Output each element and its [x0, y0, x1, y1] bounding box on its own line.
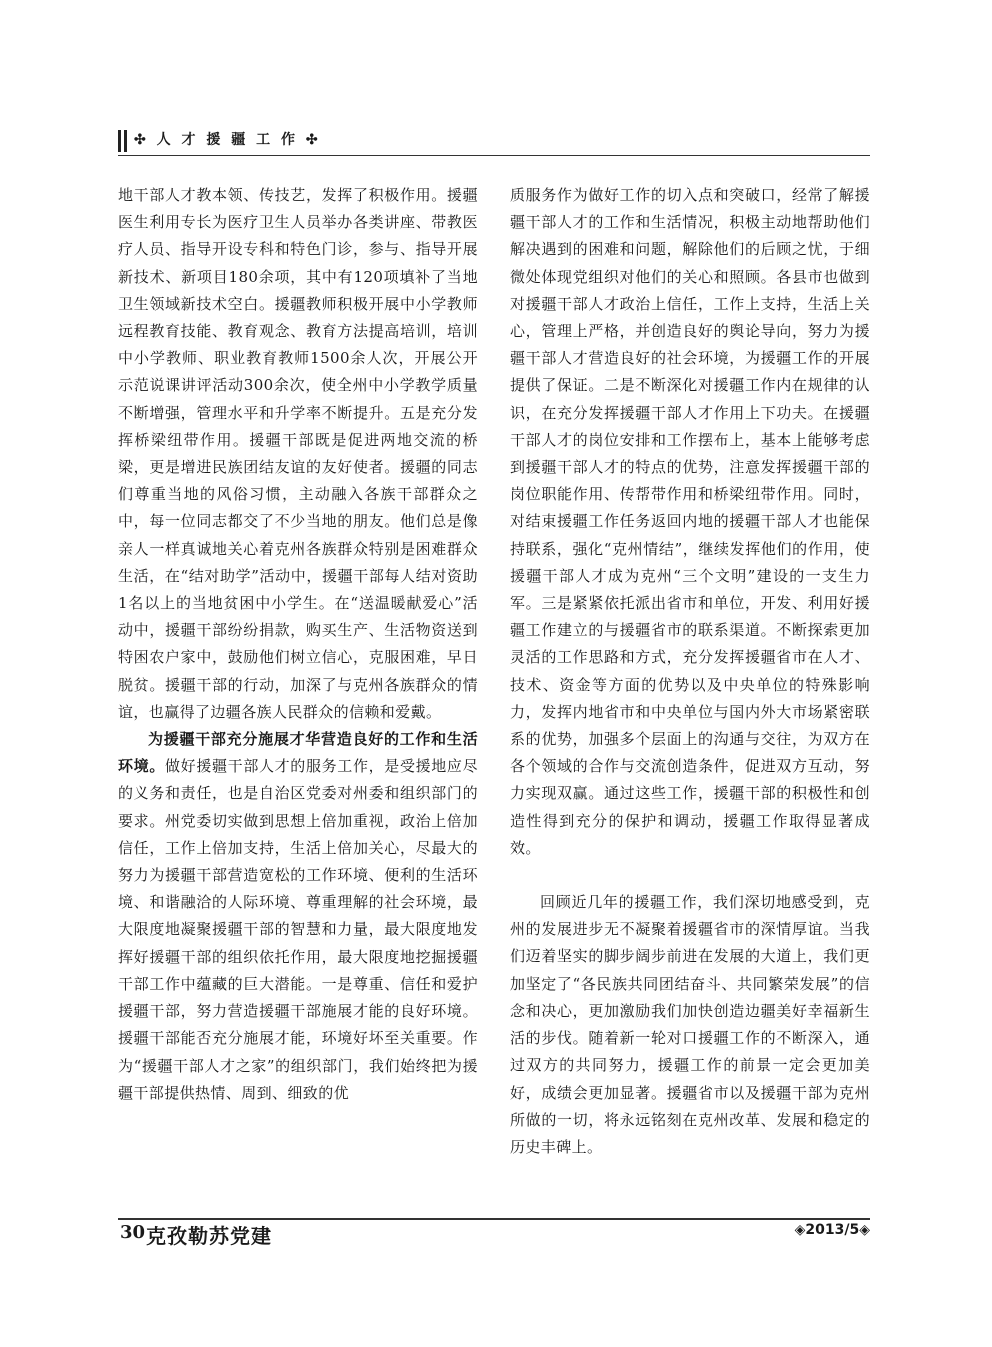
magazine-name: 克孜勒苏党建 — [146, 1224, 272, 1248]
header-rule — [118, 155, 870, 156]
left-paragraph-2 — [118, 726, 478, 1107]
left-column — [118, 182, 478, 1107]
section-title: ✣ 人 才 援 疆 工 作 ✣ — [134, 132, 321, 148]
page-header — [118, 124, 870, 158]
subheading: 为援疆干部充分施展才华营造良好的工作和生活环境。 — [118, 730, 478, 776]
issue-number: ◈2013/5◈ — [794, 1222, 870, 1238]
left-paragraph-2-body: 做好援疆干部人才的服务工作，是受援地应尽的义务和责任，也是自治区党委对州委和组织部门的要求。州党委切实做到思想上倍加重视，政治上倍加信任，工作上倍加支持，生活上倍加关心，尽最大的努力为援疆干部营造宽松的工作环境、便利的生活环境、和谐融洽的人际环境、尊重理解的社会环境，最大限度地凝聚援疆干部的智慧和力量，最大限度地发挥好援疆干部的组织依托作用，最大限度地挖掘援疆干部工作中蕴藏的巨大潜能。一是尊重、信任和爱护援疆干部，努力营造援疆干部施展才能的良好环境。援疆干部能否充分施展才能，环境好坏至关重要。作为“援疆干部人才之家”的组织部门，我们始终把为援疆干部提供热情、周到、细致的优 — [118, 757, 478, 1102]
right-paragraph-1: 质服务作为做好工作的切入点和突破口，经常了解援疆干部人才的工作和生活情况，积极主动地帮助他们解决遇到的困难和问题，解除他们的后顾之忧，于细微处体现党组织对他们的关心和照顾。各县市也做到对援疆干部人才政治上信任，工作上支持，生活上关心，管理上严格，并创造良好的舆论导向，努力为援疆干部人才营造良好的社会环境，为援疆工作的开展提供了保证。二是不断深化对援疆工作内在规律的认识，在充分发挥援疆干部人才作用上下功夫。在援疆干部人才的岗位安排和工作摆布上，基本上能够考虑到援疆干部人才的特点的优势，注意发挥援疆干部的岗位职能作用、传帮带作用和桥梁纽带作用。同时，对结束援疆工作任务返回内地的援疆干部人才也能保持联系，强化“克州情结”，继续发挥他们的作用，使援疆干部人才成为克州“三个文明”建设的一支生力军。三是紧紧依托派出省市和单位，开发、利用好援疆工作建立的与援疆省市的联系渠道。不断探索更加灵活的工作思路和方式，充分发挥援疆省市在人才、技术、资金等方面的优势以及中央单位的特殊影响力，发挥内地省市和中央单位与国内外大市场紧密联系的优势，加强多个层面上的沟通与交往，为双方在各个领域的合作与交流创造条件，促进双方互动，努力实现双赢。通过这些工作，援疆干部的积极性和创造性得到充分的保护和调动，援疆工作取得显著成效。 — [510, 186, 870, 857]
left-paragraph-1: 地干部人才教本领、传技艺，发挥了积极作用。援疆医生利用专长为医疗卫生人员举办各类讲座、带教医疗人员、指导开设专科和特色门诊，参与、指导开展新技术、新项目180余项，其中有120项填补了当地卫生领域新技术空白。援疆教师积极开展中小学教师远程教育技能、教育观念、教育方法提高培训，培训中小学教师、职业教育教师1500余人次，开展公开示范说课讲评活动300余次，使全州中小学教学质量不断增强，管理水平和升学率不断提升。五是充分发挥桥梁纽带作用。援疆干部既是促进两地交流的桥梁，更是增进民族团结友谊的友好使者。援疆的同志们尊重当地的风俗习惯，主动融入各族干部群众之中，每一位同志都交了不少当地的朋友。他们总是像亲人一样真诚地关心着克州各族群众特别是困难群众生活，在“结对助学”活动中，援疆干部每人结对资助1名以上的当地贫困中小学生。在“送温暖献爱心”活动中，援疆干部纷纷捐款，购买生产、生活物资送到特困农户家中，鼓励他们树立信心，克服困难，早日脱贫。援疆干部的行动，加深了与克州各族群众的情谊，也赢得了边疆各族人民群众的信赖和爱戴。 — [118, 186, 478, 721]
header-bars-icon — [118, 130, 130, 152]
right-paragraph-2: 回顾近几年的援疆工作，我们深切地感受到，克州的发展进步无不凝聚着援疆省市的深情厚谊。当我们迈着坚实的脚步阔步前进在发展的大道上，我们更加坚定了“各民族共同团结奋斗、共同繁荣发展”的信念和决心，更加激励我们加快创造边疆美好幸福新生活的步伐。随着新一轮对口援疆工作的不断深入，通过双方的共同努力，援疆工作的前景一定会更加美好，成绩会更加显著。援疆省市以及援疆干部为克州所做的一切，将永远铭刻在克州改革、发展和稳定的历史丰碑上。 — [510, 893, 870, 1156]
right-column — [510, 182, 870, 1161]
page-footer — [118, 1208, 870, 1252]
page-number: 30 — [120, 1222, 146, 1243]
